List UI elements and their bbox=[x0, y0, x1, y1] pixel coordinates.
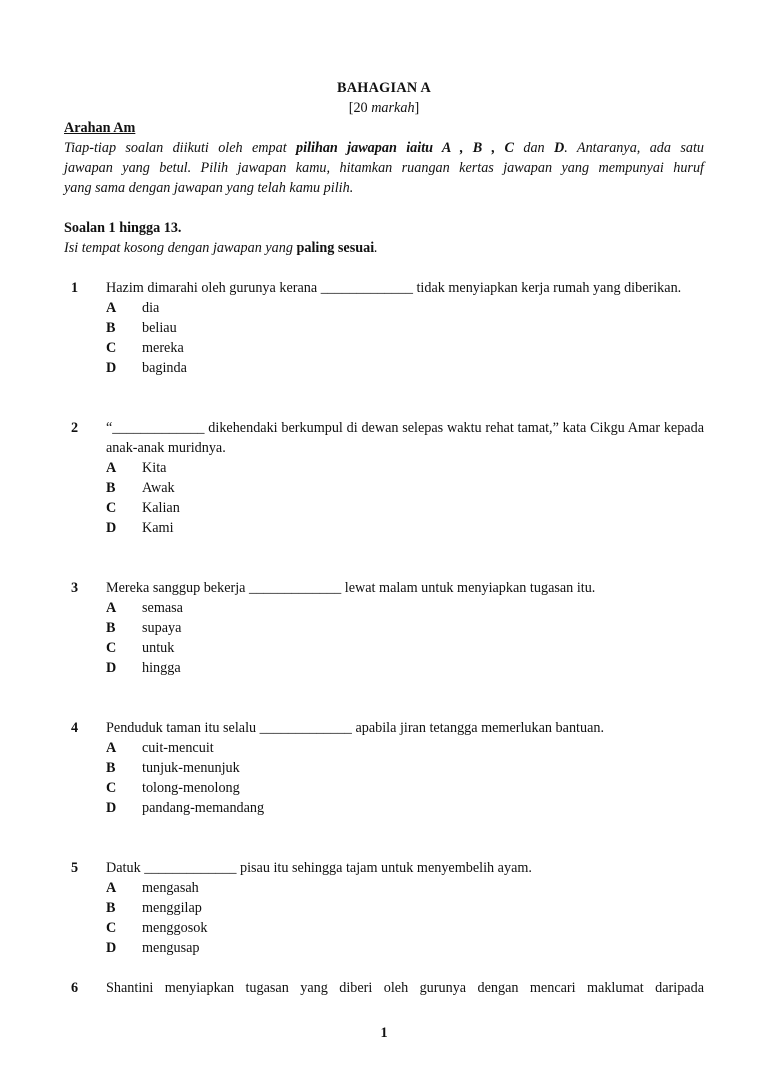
option-text: Kami bbox=[142, 520, 174, 536]
question-text: Penduduk taman itu selalu _____________ apabila jiran tetangga memerlukan bantuan. bbox=[106, 720, 605, 736]
part-instruction-text: Isi tempat kosong dengan jawapan yang bbox=[64, 240, 297, 256]
option-c[interactable] bbox=[106, 338, 704, 358]
option-letter: C bbox=[106, 340, 117, 356]
option-a[interactable] bbox=[106, 878, 704, 898]
option-text: tolong-menolong bbox=[142, 780, 240, 796]
option-text: Kalian bbox=[142, 500, 180, 516]
question-number: 4 bbox=[71, 720, 79, 736]
question-text: Hazim dimarahi oleh gurunya kerana _____________ tidak menyiapkan kerja rumah yang diberikan. bbox=[106, 280, 682, 296]
option-a[interactable] bbox=[106, 598, 704, 618]
option-letter: A bbox=[106, 880, 117, 896]
page-number: 1 bbox=[380, 1025, 388, 1041]
option-d[interactable] bbox=[106, 938, 704, 958]
total-marks bbox=[64, 98, 704, 118]
option-c[interactable] bbox=[106, 638, 704, 658]
option-text: mengasah bbox=[142, 880, 199, 896]
part-title: Soalan 1 hingga 13. bbox=[64, 220, 182, 236]
option-d[interactable] bbox=[106, 798, 704, 818]
option-text: cuit-mencuit bbox=[142, 740, 214, 756]
question-text: Shantini menyiapkan tugasan yang diberi oleh gurunya dengan mencari maklumat daripada bbox=[106, 980, 704, 996]
question-number: 2 bbox=[71, 420, 79, 436]
option-letter: D bbox=[106, 660, 117, 676]
option-a[interactable] bbox=[106, 298, 704, 318]
question-6 bbox=[64, 978, 704, 998]
option-c[interactable] bbox=[106, 918, 704, 938]
option-d[interactable] bbox=[106, 518, 704, 538]
option-d[interactable] bbox=[106, 358, 704, 378]
option-letter: C bbox=[106, 920, 117, 936]
part-instruction-bold: paling sesuai bbox=[296, 240, 375, 256]
option-text: semasa bbox=[142, 600, 183, 616]
option-b[interactable] bbox=[106, 618, 704, 638]
option-letter: B bbox=[106, 760, 116, 776]
option-letter: A bbox=[106, 600, 117, 616]
question-2 bbox=[64, 418, 704, 538]
option-a[interactable] bbox=[106, 458, 704, 478]
question-5 bbox=[64, 858, 704, 958]
section-title: BAHAGIAN A bbox=[336, 80, 432, 96]
instructions-bold-d: D bbox=[554, 140, 565, 156]
question-number: 3 bbox=[71, 580, 79, 596]
part-instruction bbox=[64, 238, 704, 258]
option-letter: B bbox=[106, 900, 116, 916]
option-text: supaya bbox=[142, 620, 182, 636]
instructions-text: . Antaranya, ada satu bbox=[564, 140, 704, 156]
option-b[interactable] bbox=[106, 318, 704, 338]
option-text: mengusap bbox=[142, 940, 200, 956]
instructions-bold-options: pilihan jawapan iaitu A , B , C bbox=[296, 140, 514, 156]
option-b[interactable] bbox=[106, 898, 704, 918]
question-number: 1 bbox=[71, 280, 79, 296]
question-4 bbox=[64, 718, 704, 818]
instructions-line-1 bbox=[64, 138, 704, 158]
option-text: dia bbox=[142, 300, 160, 316]
option-letter: B bbox=[106, 320, 116, 336]
question-text: Mereka sanggup bekerja _____________ lewat malam untuk menyiapkan tugasan itu. bbox=[106, 580, 596, 596]
option-text: untuk bbox=[142, 640, 175, 656]
option-text: menggilap bbox=[142, 900, 202, 916]
option-text: menggosok bbox=[142, 920, 208, 936]
question-3 bbox=[64, 578, 704, 678]
option-letter: D bbox=[106, 520, 117, 536]
part-instruction-end: . bbox=[374, 240, 378, 256]
option-letter: D bbox=[106, 360, 117, 376]
option-letter: C bbox=[106, 780, 117, 796]
option-text: Kita bbox=[142, 460, 167, 476]
instructions-line-3: yang sama dengan jawapan yang telah kamu pilih. bbox=[64, 180, 354, 196]
question-number: 5 bbox=[71, 860, 79, 876]
option-b[interactable] bbox=[106, 478, 704, 498]
marks-close: ] bbox=[414, 100, 420, 116]
marks-word: markah bbox=[371, 100, 415, 116]
document-page bbox=[64, 78, 704, 998]
option-c[interactable] bbox=[106, 778, 704, 798]
question-number: 6 bbox=[71, 980, 79, 996]
instructions-title: Arahan Am bbox=[64, 120, 136, 136]
option-a[interactable] bbox=[106, 738, 704, 758]
option-letter: C bbox=[106, 640, 117, 656]
marks-open: [20 bbox=[348, 100, 372, 116]
question-text: Datuk _____________ pisau itu sehingga tajam untuk menyembelih ayam. bbox=[106, 860, 532, 876]
option-letter: D bbox=[106, 940, 117, 956]
option-letter: D bbox=[106, 800, 117, 816]
option-text: hingga bbox=[142, 660, 181, 676]
instructions-text: Tiap-tiap soalan diikuti oleh empat bbox=[64, 140, 297, 156]
option-text: tunjuk-menunjuk bbox=[142, 760, 240, 776]
instructions-line-2: jawapan yang betul. Pilih jawapan kamu, hitamkan ruangan kertas jawapan yang mempunyai huruf bbox=[64, 160, 704, 176]
option-letter: C bbox=[106, 500, 117, 516]
option-letter: B bbox=[106, 480, 116, 496]
option-letter: A bbox=[106, 300, 117, 316]
question-text: “_____________ dikehendaki berkumpul di dewan selepas waktu rehat tamat,” kata Cikgu Amar kepada anak-anak muridnya. bbox=[106, 420, 704, 456]
option-text: beliau bbox=[142, 320, 177, 336]
option-text: mereka bbox=[142, 340, 184, 356]
option-b[interactable] bbox=[106, 758, 704, 778]
question-1 bbox=[64, 278, 704, 378]
option-letter: A bbox=[106, 740, 117, 756]
instructions-text: dan bbox=[514, 140, 554, 156]
option-letter: B bbox=[106, 620, 116, 636]
option-text: Awak bbox=[142, 480, 175, 496]
option-letter: A bbox=[106, 460, 117, 476]
option-d[interactable] bbox=[106, 658, 704, 678]
option-c[interactable] bbox=[106, 498, 704, 518]
option-text: pandang-memandang bbox=[142, 800, 265, 816]
option-text: baginda bbox=[142, 360, 187, 376]
